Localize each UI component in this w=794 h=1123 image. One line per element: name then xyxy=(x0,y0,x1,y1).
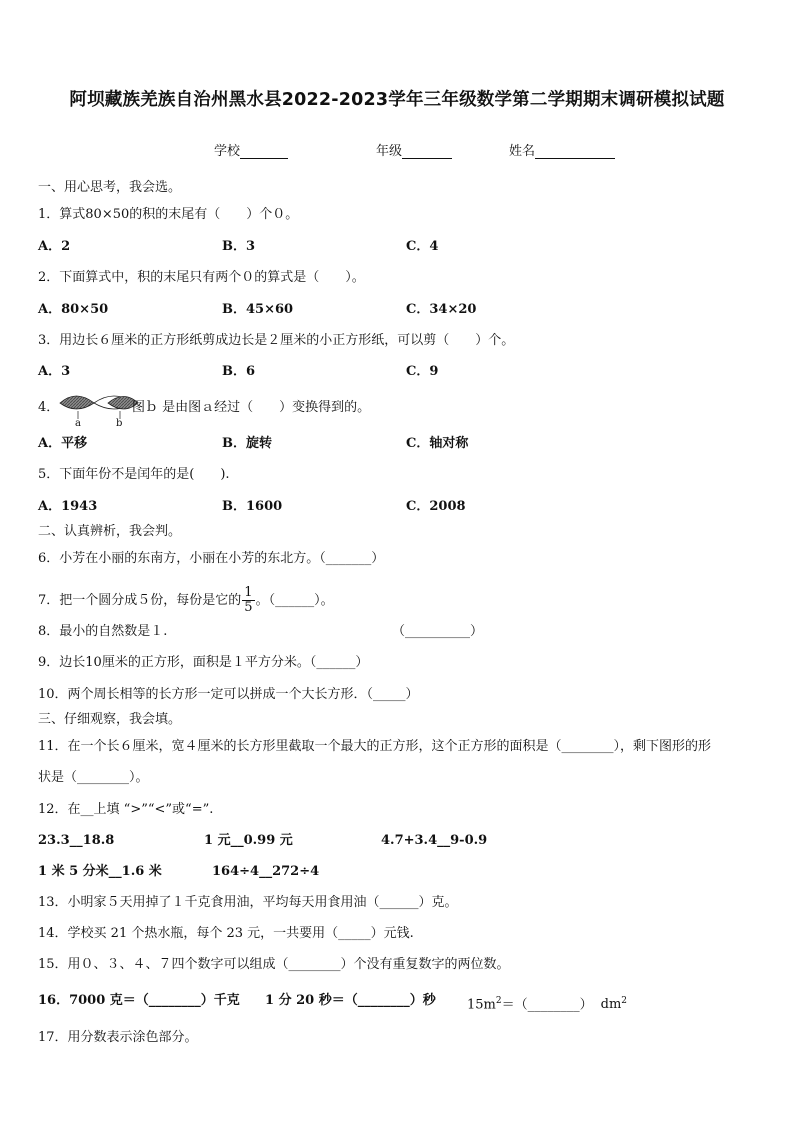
name-label: 姓名 xyxy=(509,144,536,159)
q1-prefix: 1．算式 xyxy=(38,207,86,222)
q4-number: 4． xyxy=(38,400,60,415)
question-17: 17．用分数表示涂色部分。 xyxy=(38,1030,198,1045)
question-13: 13．小明家５天用掉了１千克食用油，平均每天用食用油（______）克。 xyxy=(38,895,458,910)
question-7 xyxy=(38,586,334,615)
q7-suffix: 。（______）。 xyxy=(255,593,334,608)
q4-option-a[interactable]: A．平移 xyxy=(38,436,88,451)
q1-option-c[interactable]: C．4 xyxy=(406,239,439,254)
q12-item[interactable]: 1 米 5 分米__1.6 米 xyxy=(38,864,162,879)
q4-option-b[interactable]: B．旋转 xyxy=(222,436,272,451)
section-1-heading: 一、用心思考，我会选。 xyxy=(38,180,182,195)
q4-label-a: a xyxy=(75,418,81,429)
question-4: 图ｂ 是由图ａ经过（ ）变换得到的。 xyxy=(132,400,371,415)
school-field xyxy=(214,140,288,159)
question-1 xyxy=(38,205,298,225)
q7-fraction-numerator: 1 xyxy=(244,585,253,600)
q2-option-a[interactable]: A．80×50 xyxy=(38,302,109,317)
question-5: 5．下面年份不是闰年的是( ). xyxy=(38,467,230,482)
section-2-heading: 二、认真辨析，我会判。 xyxy=(38,524,182,539)
q3-option-a[interactable]: A．3 xyxy=(38,364,71,379)
question-9: 9．边长10厘米的正方形，面积是１平方分米。（______） xyxy=(38,655,369,670)
q16-area-value: 15m xyxy=(467,997,496,1013)
grade-field xyxy=(376,140,452,159)
q1-option-a[interactable]: A．2 xyxy=(38,239,71,254)
question-15: 15．用０、３、４、７四个数字可以组成（________）个没有重复数字的两位数。 xyxy=(38,957,510,972)
school-blank[interactable] xyxy=(240,144,288,159)
question-3: 3．用边长６厘米的正方形纸剪成边长是２厘米的小正方形纸，可以剪（ ）个。 xyxy=(38,333,515,348)
name-field xyxy=(509,140,615,159)
q12-item[interactable]: 23.3__18.8 xyxy=(38,833,115,848)
q12-item[interactable]: 164÷4__272÷4 xyxy=(212,864,320,879)
q7-prefix: 7．把一个圆分成５份，每份是它的 xyxy=(38,593,242,608)
question-10: 10．两个周长相等的长方形一定可以拼成一个大长方形．（_____） xyxy=(38,687,419,702)
q1-suffix: 的积的末尾有（ ）个０。 xyxy=(129,207,299,222)
question-11-line-2: 状是（________）。 xyxy=(38,770,149,785)
q16-area-exponent: 2 xyxy=(495,996,502,1006)
school-label: 学校 xyxy=(214,144,241,159)
exam-title: 阿坝藏族羌族自治州黑水县2022-2023学年三年级数学第二学期期末调研模拟试题 xyxy=(69,90,725,110)
q16-area-unit: dm xyxy=(600,997,622,1013)
question-16-part-2: 1 分 20 秒＝（________）秒 xyxy=(265,993,436,1008)
question-8: 8．最小的自然数是１. xyxy=(38,624,168,639)
q7-fraction-denominator: 5 xyxy=(244,600,253,615)
q2-option-b[interactable]: B．45×60 xyxy=(222,302,294,317)
question-2: 2．下面算式中，积的末尾只有两个０的算式是（ ）。 xyxy=(38,270,365,285)
q4-label-b: b xyxy=(116,418,123,429)
q12-item[interactable]: 1 元__0.99 元 xyxy=(204,833,293,848)
q2-option-c[interactable]: C．34×20 xyxy=(406,302,477,317)
question-12: 12．在__上填 “>”“<”或“=”. xyxy=(38,802,214,817)
question-6: 6．小芳在小丽的东南方，小丽在小芳的东北方。（_______） xyxy=(38,551,385,566)
section-3-heading: 三、仔细观察，我会填。 xyxy=(38,712,182,727)
q3-option-c[interactable]: C．9 xyxy=(406,364,439,379)
grade-label: 年级 xyxy=(376,144,403,159)
q3-option-b[interactable]: B．6 xyxy=(222,364,256,379)
name-blank[interactable] xyxy=(535,144,615,159)
q5-option-a[interactable]: A．1943 xyxy=(38,499,98,514)
q12-item[interactable]: 4.7+3.4__9-0.9 xyxy=(381,833,488,848)
q8-answer-blank[interactable]: （__________） xyxy=(392,624,484,639)
q16-area-blank[interactable]: ＝（________） xyxy=(501,997,593,1013)
q5-option-c[interactable]: C．2008 xyxy=(406,499,466,514)
question-16-part-3 xyxy=(467,991,627,1015)
q5-option-b[interactable]: B．1600 xyxy=(222,499,283,514)
q7-fraction xyxy=(242,586,254,615)
question-14: 14．学校买 21 个热水瓶，每个 23 元，一共要用（_____）元钱. xyxy=(38,926,414,941)
q1-option-b[interactable]: B．3 xyxy=(222,239,256,254)
q4-option-c[interactable]: C．轴对称 xyxy=(406,436,469,451)
q1-expression: 80×50 xyxy=(85,207,130,222)
question-16-part-1: 16．7000 克＝（________）千克 xyxy=(38,993,240,1008)
grade-blank[interactable] xyxy=(402,144,452,159)
q16-area-unit-exponent: 2 xyxy=(621,996,628,1006)
question-11-line-1: 11．在一个长６厘米，宽４厘米的长方形里截取一个最大的正方形，这个正方形的面积是（________），剩下图形的形 xyxy=(38,739,712,754)
